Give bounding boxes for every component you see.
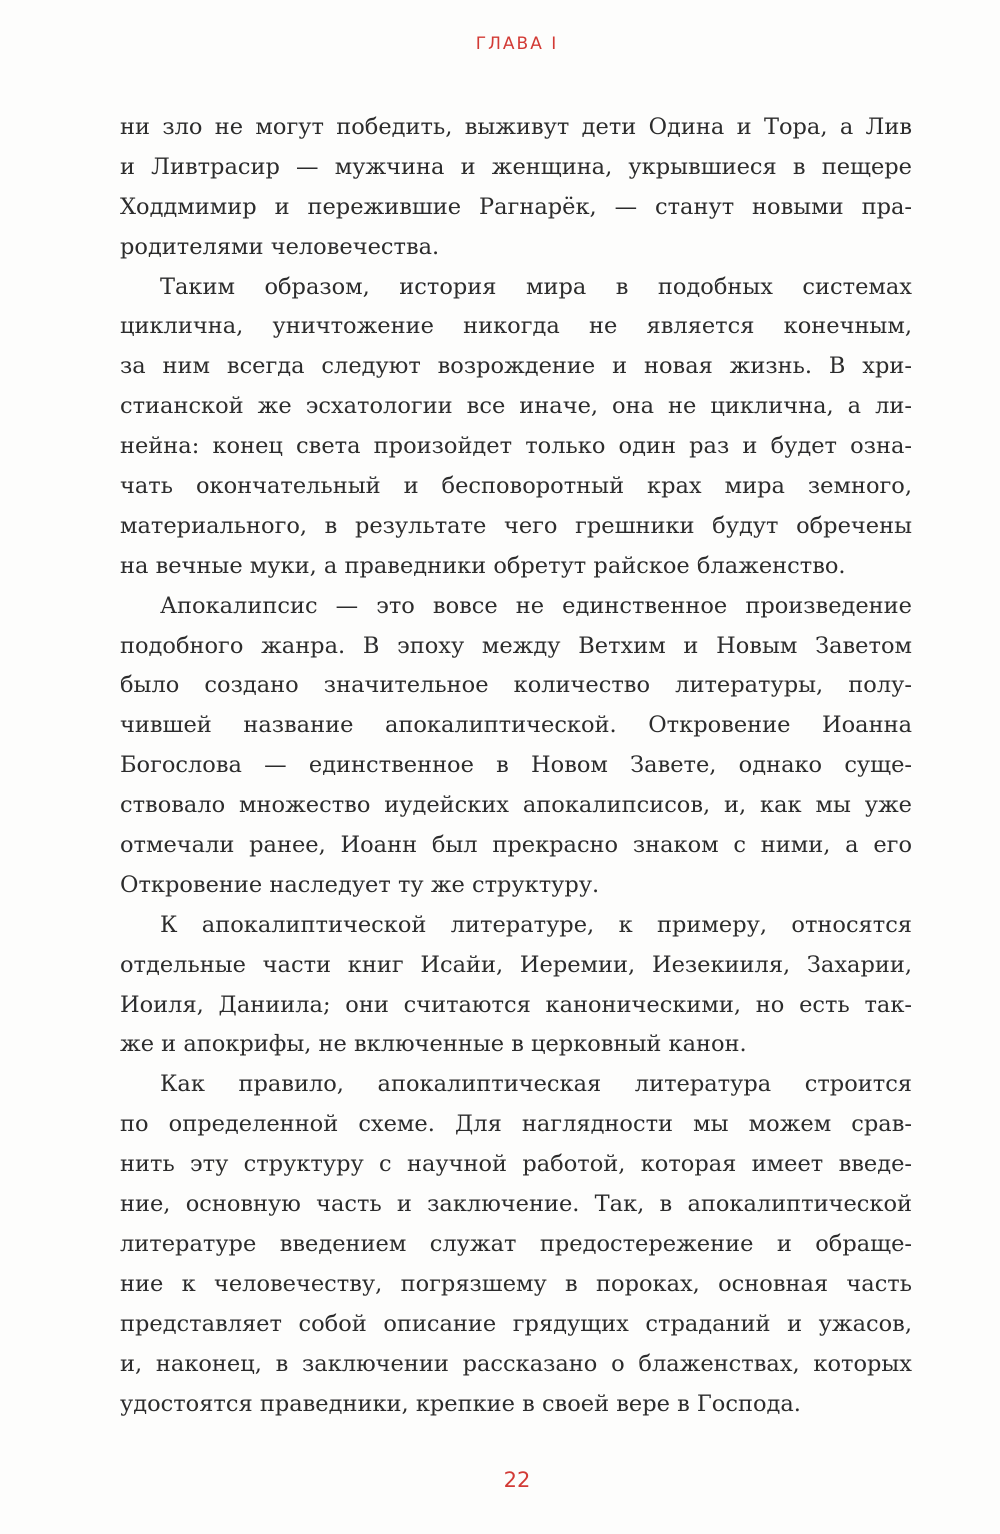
page-number: 22 [503,1468,531,1492]
text-line: чившей название апокалиптической. Откровение Иоанна [120,712,912,739]
text-line: стианской же эсхатологии все иначе, она не циклична, а ли- [120,393,912,420]
text-line: было создано значительное количество литературы, полу- [120,672,912,699]
text-line: нить эту структуру с научной работой, которая имеет введе- [120,1151,912,1178]
text-line: Иоиля, Даниила; они считаются каноническими, но есть так- [120,991,912,1018]
paragraph-2 [120,268,912,587]
text-line: Как правило, апокалиптическая литература строится [160,1071,912,1098]
text-line: Апокалипсис — это вовсе не единственное произведение [160,592,912,619]
text-line: ние к человечеству, погрязшему в пороках, основная часть [120,1270,912,1297]
text-line: отдельные части книг Исайи, Иеремии, Иезекииля, Захарии, [120,951,912,978]
text-line: и, наконец, в заключении рассказано о блаженствах, которых [120,1350,912,1377]
text-line: Откровение наследует ту же структуру. [120,871,600,898]
text-line: на вечные муки, а праведники обретут райское блаженство. [120,552,846,579]
text-line: за ним всегда следуют возрождение и новая жизнь. В хри- [120,353,912,380]
text-line: циклична, уничтожение никогда не является конечным, [120,313,912,340]
running-header: ГЛАВА I [475,34,559,54]
text-line: представляет собой описание грядущих страданий и ужасов, [120,1310,912,1337]
text-line: отмечали ранее, Иоанн был прекрасно знаком с ними, а его [120,832,912,859]
text-line: удостоятся праведники, крепкие в своей вере в Господа. [120,1390,801,1417]
text-line: нейна: конец света произойдет только один раз и будет озна- [120,433,912,460]
text-line: чать окончательный и бесповоротный крах мира земного, [120,473,912,500]
text-line: Таким образом, история мира в подобных системах [160,273,912,300]
paragraph-1 [120,108,912,268]
text-line: материального, в результате чего грешники будут обречены [120,512,912,539]
paragraph-5 [120,1065,912,1424]
text-line: Ходдмимир и пережившие Рагнарёк, — станут новыми пра- [120,193,912,220]
text-line: Богослова — единственное в Новом Завете, однако суще- [120,752,912,779]
text-line: по определенной схеме. Для наглядности мы можем срав- [120,1111,912,1138]
body-text [120,108,912,1424]
paragraph-4 [120,906,912,1066]
paragraph-3 [120,587,912,906]
text-line: ствовало множество иудейских апокалипсисов, и, как мы уже [120,792,912,819]
text-line: К апокалиптической литературе, к примеру, относятся [160,911,912,938]
text-line: ни зло не могут победить, выживут дети Одина и Тора, а Лив [120,114,912,140]
text-line: же и апокрифы, не включенные в церковный канон. [120,1031,747,1058]
text-line: родителями человечества. [120,233,440,260]
text-line: подобного жанра. В эпоху между Ветхим и Новым Заветом [120,632,912,659]
text-line: литературе введением служат предостережение и обраще- [120,1230,912,1257]
text-line: ние, основную часть и заключение. Так, в апокалиптической [120,1191,912,1218]
text-line: и Ливтрасир — мужчина и женщина, укрывшиеся в пещере [120,153,912,180]
